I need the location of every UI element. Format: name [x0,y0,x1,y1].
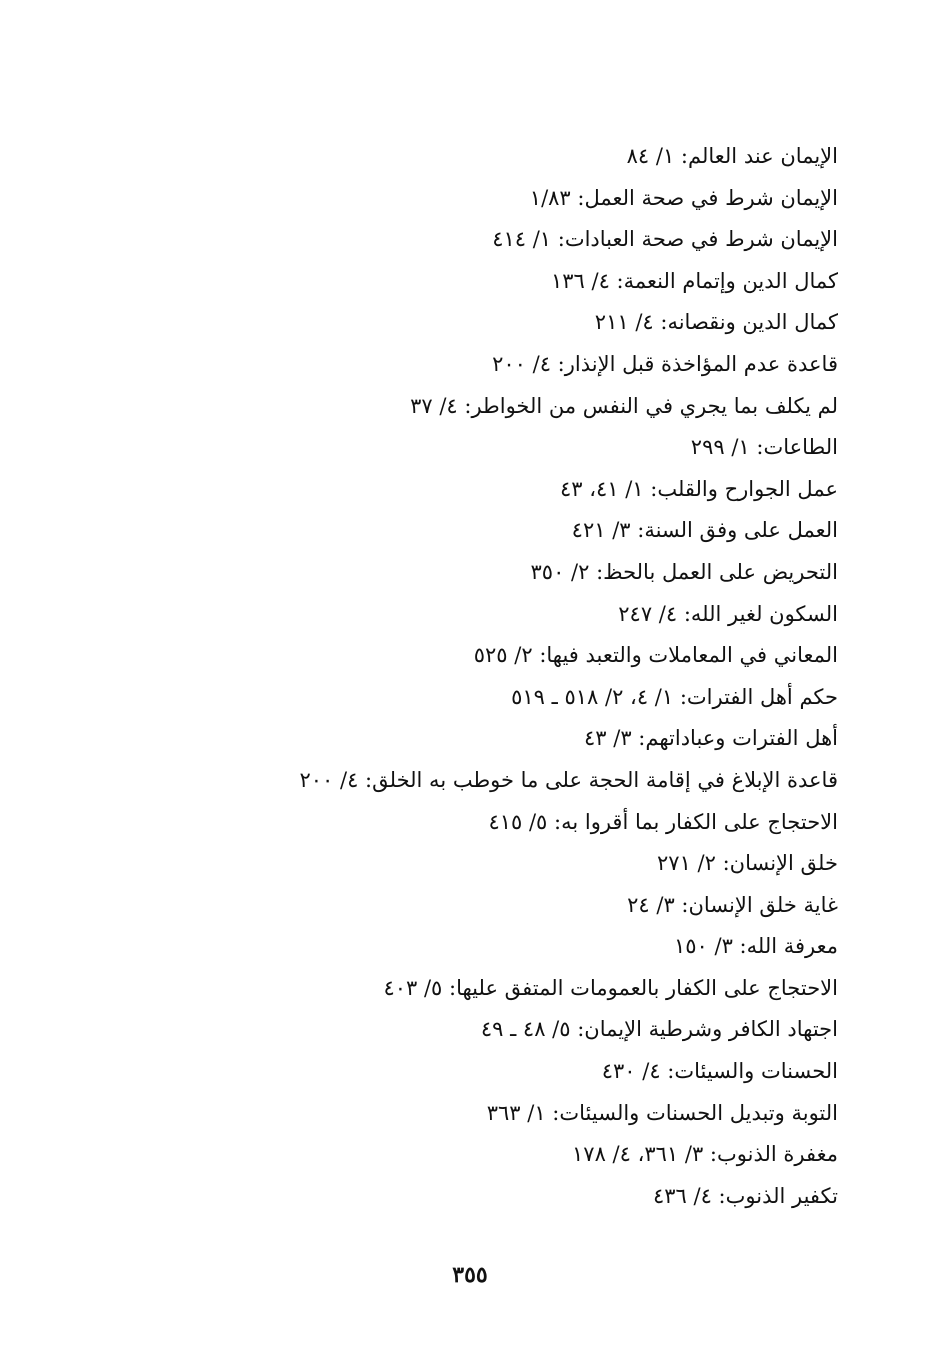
index-entry: السكون لغير الله: ٤/ ٢٤٧ [618,601,838,626]
index-entry: حكم أهل الفترات: ١/ ٤، ٢/ ٥١٨ ـ ٥١٩ [511,684,838,709]
index-entry: الاحتجاج على الكفار بما أقروا به: ٥/ ٤١٥ [488,809,838,834]
index-entry: قاعدة الإبلاغ في إقامة الحجة على ما خوطب به الخلق: ٤/ ٢٠٠ [299,767,838,792]
index-entry: الطاعات: ١/ ٢٩٩ [690,435,838,460]
index-entry: كمال الدين وإتمام النعمة: ٤/ ١٣٦ [550,268,838,293]
index-entry: الاحتجاج على الكفار بالعمومات المتفق عليها: ٥/ ٤٠٣ [383,975,838,1000]
page-number: ٣٥٥ [452,1262,488,1288]
index-entry: مغفرة الذنوب: ٣/ ٣٦١، ٤/ ١٧٨ [572,1142,838,1167]
index-entry: التحريض على العمل بالحظ: ٢/ ٣٥٠ [530,559,838,584]
index-entry: لم يكلف بما يجري في النفس من الخواطر: ٤/ ٣٧ [410,393,838,418]
index-entry: كمال الدين ونقصانه: ٤/ ٢١١ [594,310,838,335]
index-entry: العمل على وفق السنة: ٣/ ٤٢١ [571,518,838,543]
index-entry: الإيمان شرط في صحة العمل: ١/٨٣ [529,185,838,210]
index-entry: التوبة وتبديل الحسنات والسيئات: ١/ ٣٦٣ [486,1100,838,1125]
subject-index-list [299,136,838,1217]
index-entry: معرفة الله: ٣/ ١٥٠ [673,934,838,959]
index-entry: الإيمان عند العالم: ١/ ٨٤ [626,144,838,168]
index-entry: اجتهاد الكافر وشرطية الإيمان: ٥/ ٤٨ ـ ٤٩ [480,1017,838,1042]
index-entry: الإيمان شرط في صحة العبادات: ١/ ٤١٤ [492,227,838,252]
index-entry: خلق الإنسان: ٢/ ٢٧١ [657,851,838,876]
index-entry: غاية خلق الإنسان: ٣/ ٢٤ [627,892,838,917]
index-entry: تكفير الذنوب: ٤/ ٤٣٦ [652,1183,838,1208]
index-entry: عمل الجوارح والقلب: ١/ ٤١، ٤٣ [559,476,838,501]
index-entry: الحسنات والسيئات: ٤/ ٤٣٠ [601,1059,838,1084]
index-entry: قاعدة عدم المؤاخذة قبل الإنذار: ٤/ ٢٠٠ [492,351,838,376]
index-entry: المعاني في المعاملات والتعبد فيها: ٢/ ٥٢٥ [473,643,838,668]
index-entry: أهل الفترات وعباداتهم: ٣/ ٤٣ [584,726,838,751]
